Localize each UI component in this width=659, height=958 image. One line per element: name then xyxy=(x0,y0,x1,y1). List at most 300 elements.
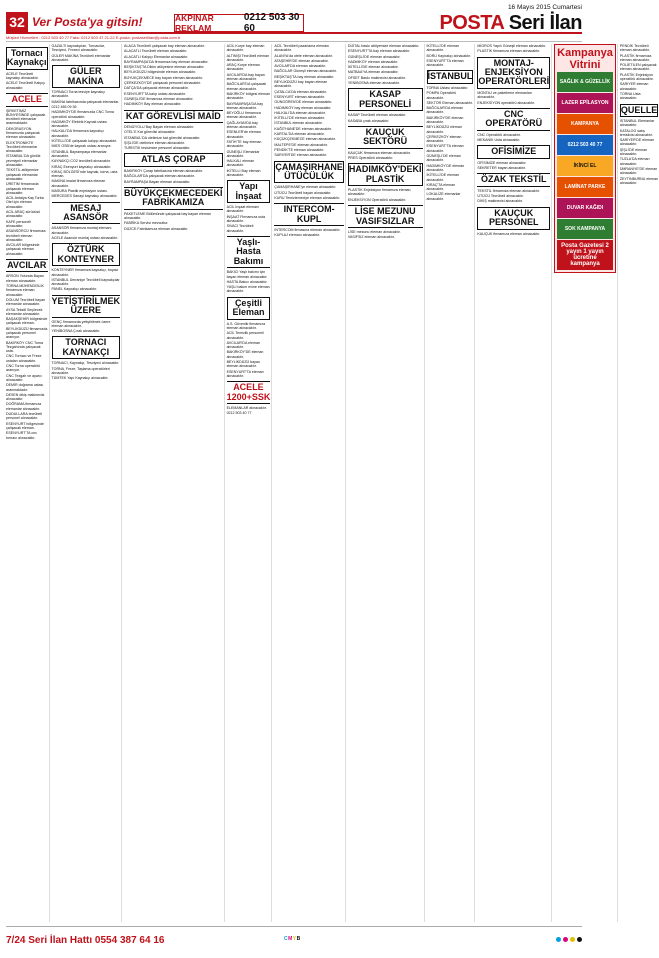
section-heading: MESAJ ASANSÖR xyxy=(52,202,121,225)
listing-entry: FATİH'TE bay eleman alınacaktır. xyxy=(226,139,262,149)
listing-entry: OFSET Baskı makinecisi alınacaktır. xyxy=(347,75,406,80)
section-heading: ÖZAK TEKSTİL xyxy=(477,173,550,186)
listing-entry: ESENLER'de eleman alınacaktır. xyxy=(226,130,261,139)
section-heading: ACELE 1200+SSK xyxy=(227,381,271,404)
listing-entry: PLASTİK Enjeksiyon operatörü alınacaktır. xyxy=(619,72,654,82)
listing-entry: İSTANBUL Ümraniye Tecrübeli kaynakçılar alınacaktır. xyxy=(51,277,120,287)
listing-group xyxy=(6,274,48,439)
listing-entry: TORNA Usta alınacaktır. xyxy=(619,91,641,101)
color-ad-footer: Posta Gazetesi 2 yayın 1 yayın ücretine kampanya xyxy=(557,240,613,270)
listing-entry: SARIYER eleman alınacaktır. xyxy=(619,82,649,91)
listing-entry: ŞİRKETİMİZ BÜNYESİNDE çalışacak tecrübeli elemanlar aranmaktadır. xyxy=(6,108,46,126)
listing-entry: ELEMANLAR alınacaktır. xyxy=(226,406,267,411)
listing-entry: ESENYURT eleman alınacaktır. xyxy=(274,94,325,99)
listing-entry: BEYOĞLU firmamıza eleman alınacaktır. xyxy=(226,111,261,120)
listing-entry: DOĞRAMA firmamıza elemanlar alınacaktır. xyxy=(6,402,42,411)
section-heading: QUELLE xyxy=(620,104,659,117)
section-heading: ACELE xyxy=(6,93,48,106)
listing-entry: ÇERKEZKÖY eleman alınacaktır. xyxy=(426,134,462,144)
listing-entry: POLİETİLEN çalışacak eleman alınacaktır. xyxy=(619,63,657,72)
listing-entry: HADIMKÖY Bay eleman alınacaktır. xyxy=(124,102,182,107)
listing-entry: İKİTELLİ'DE eleman alınacaktır. xyxy=(426,173,459,182)
listing-entry: AVCILAR'DA eleman alınacaktır. xyxy=(274,64,327,69)
listing-entry: DESEN dikiş makinecisi alınacaktır. xyxy=(6,392,45,402)
cmyb-c: C xyxy=(284,936,289,942)
listing-entry: TORNA, Freze, Taşlama operatörleri alınacaktır. xyxy=(51,366,110,375)
listing-entry: DİJİTAL baskı atölyemize eleman alınacaktır. xyxy=(347,44,420,48)
header-ad xyxy=(174,14,304,32)
registration-marks xyxy=(556,937,582,942)
listing-entry: ÜRETİM firmamızda çalışacak eleman alınacaktır. xyxy=(6,182,39,195)
color-ad-row: DUVAR KAĞIDI xyxy=(557,198,613,218)
listing-entry: HASTA Bakıcı alınacaktır. xyxy=(226,279,268,284)
listing-entry: PLASTİK firmamıza eleman alınacaktır. xyxy=(619,53,652,62)
color-ad-title: Kampanya Vitrini xyxy=(557,47,613,71)
listing-entry: ACELE Tecrübeli Kalıpçı alınacaktır. xyxy=(6,81,46,90)
listing-entry: ACİL Tecrübeli pazarlama elemanı alınacaktır. xyxy=(274,44,330,53)
section-heading: KAT GÖREVLİSİ MAİD xyxy=(124,110,223,123)
listing-entry: PENDİK Tecrübeli eleman alınacaktır. xyxy=(619,44,650,53)
listing-entry: AVCILAR'DA eleman alınacaktır. xyxy=(226,340,260,350)
listing-entry: BÜYÜKÇEKMECE bay bayan eleman alınacaktır. xyxy=(124,75,203,80)
contact-subline: Müşteri Hizmetleri : 0212 503 40 77 Faks: 0212 503 47 21-22 E-posta: postaseriilan@posta.com.tr xyxy=(6,35,582,42)
listing-entry: HALKALI eleman alınacaktır. xyxy=(226,159,255,168)
listing-entry: HADIMKÖY eleman alınacaktır. xyxy=(347,59,399,64)
column xyxy=(274,44,346,922)
listing-group xyxy=(274,185,344,200)
listing-entry: HADIMKÖY Elektrik Kaynak ustası alınacaktır. xyxy=(51,119,107,129)
listing-entry: BEYLİKDÜZÜ firmamızda çalışacak personel aranıyor. xyxy=(6,326,48,340)
listing-entry: İKİTELLİ'DE eleman alınacaktır. xyxy=(426,44,459,53)
listing-entry: TEKSTİL atölyemize çalışacak elemanlar alınacaktır. xyxy=(6,168,39,181)
listing-group xyxy=(227,406,271,416)
listing-entry: ATAŞEHİR'DE eleman alınacaktır. xyxy=(274,58,329,63)
listing-entry: A.S. Güvenlik firmamıza eleman alınacaktır. xyxy=(226,321,266,330)
section-heading: GÜLER MAKİNA xyxy=(52,65,121,88)
listing-entry: BAKIRKÖY'DE eleman alınacaktır. xyxy=(426,115,464,124)
listing-entry: ALTINİŞI Tecrübeli eleman alınacaktır. xyxy=(226,53,269,62)
listing-entry: İNŞAAT Firmamıza usta alınacaktır. xyxy=(226,214,265,224)
listing-entry: GÜNEŞLİ'DE eleman alınacaktır. xyxy=(347,54,401,59)
listing-entry: BAKICI Yaşlı bakımı için bayan eleman alınacaktır. xyxy=(226,270,268,279)
section-heading: BÜYÜKÇEKMECEDEKİ FABRİKAMIZA xyxy=(124,187,223,210)
listing-entry: ÜTÜCÜ Tecrübeli bayan alınacaktır. xyxy=(274,190,332,195)
cmyb-k: B xyxy=(296,936,301,942)
listing-entry: İSTANBUL eleman alınacaktır. xyxy=(274,121,323,126)
listing-entry: CNC Torna operatörü aranıyor. xyxy=(6,364,41,373)
masthead-posta: POSTA xyxy=(439,12,504,34)
listing-entry: DEMİR doğrama ustası aranmaktadır. xyxy=(6,383,44,392)
color-ad-row: SOK KAMPANYA xyxy=(557,219,613,239)
listing-group xyxy=(348,188,423,202)
listing-entry: BAKIRKÖY Çorap fabrikasına eleman alınacaktır. xyxy=(124,168,203,173)
listing-entry: MALTEPE'DE eleman alınacaktır. xyxy=(274,142,328,147)
listing-entry: DEKORASYON firmamızda çalışacak eleman alınacaktır. xyxy=(6,126,40,140)
slogan: Ver Posta'ya gitsin! xyxy=(32,15,143,29)
listing-entry: GÜNGÖREN'DE eleman alınacaktır. xyxy=(274,100,333,105)
section-heading: Yapı İnşaat xyxy=(227,180,271,203)
listing-group xyxy=(620,119,659,137)
listing-entry: ELEKTRONİKTE Tecrübeli elemanlar alınacaktır. xyxy=(6,140,38,154)
listing-group xyxy=(52,226,121,240)
listing-entry: ASANSÖRCÜ firmamıza tecrübeli eleman alınacaktır. xyxy=(6,229,46,242)
section-heading: İSTANBUL xyxy=(427,70,474,83)
listing-entry: YAŞLI bakım evine eleman alınacaktır. xyxy=(226,285,270,294)
listing-group xyxy=(52,268,121,291)
listing-entry: ESENYURT'TA eleman alınacaktır. xyxy=(426,144,464,153)
cmyb-m: M xyxy=(288,936,293,942)
listing-entry: İMES OSB'de kaynak ustası aranıyor. xyxy=(51,144,112,149)
listing-group xyxy=(348,113,423,123)
listing-entry: GÜNEŞLİ'DE firmamıza eleman alınacaktır. xyxy=(124,96,194,101)
listing-entry: BAKIRKÖY'DE eleman alınacaktır. xyxy=(226,350,264,359)
section-heading: KAUÇUK SEKTÖRÜ xyxy=(348,126,423,149)
listing-entry: İSTANBUL Elemanlar alınacaktır. xyxy=(619,119,655,128)
listing-entry: BAKIRKÖY bölgesi eleman alınacaktır. xyxy=(226,91,271,101)
listing-group xyxy=(348,151,423,161)
listing-entry: BORU Kaynakçı alınacaktır. xyxy=(426,53,472,58)
listing-entry: KATALOG satış temsilcisi alınacaktır. xyxy=(619,128,653,137)
listing-entry: PLASTİK Enjeksiyon firmamıza eleman alınacaktır. xyxy=(347,188,411,197)
listing-entry: ESENYURT'TA bay eleman alınacaktır. xyxy=(347,49,411,54)
column xyxy=(6,44,50,922)
listing-entry: FABRİKA Servisi mevcuttur. xyxy=(124,221,169,226)
listing-entry: BAYRAMPAŞA'DA bay eleman alınacaktır. xyxy=(226,101,264,110)
listing-group xyxy=(227,322,271,379)
listing-entry: İSTANBUL'DA otelimize kat görevlisi alınacaktır. xyxy=(124,135,201,140)
reg-dot-icon xyxy=(570,937,575,942)
listing-entry: TORNA Ustası alınacaktır. xyxy=(426,85,469,90)
listing-group xyxy=(477,161,550,171)
listing-entry: BAYRAMPAŞA'DA firmamıza bay eleman alınacaktır. xyxy=(124,59,209,64)
listing-entry: KUPLAJ elemanı alınacaktır. xyxy=(274,233,321,238)
listing-entry: ÇERKEZKÖY'DE çalışacak personel alınacaktır. xyxy=(124,81,202,86)
listing-entry: İKİTELLİ Bay eleman alınacaktır. xyxy=(226,168,261,178)
listing-entry: KURU Temizlemeciye eleman alınacaktır. xyxy=(274,196,341,200)
section-heading: ATLAS ÇORAP xyxy=(124,153,223,166)
reg-dot-icon xyxy=(556,937,561,942)
listing-entry: MERCEDES Sanayi kaynakçı alınacaktır. xyxy=(51,194,118,199)
listing-entry: KAĞITHANE'DE eleman alınacaktır. xyxy=(274,126,332,131)
listing-entry: KONTEYNER firmamıza kaynakçı, boyacı alınacaktır. xyxy=(51,268,119,277)
listing-entry: ENJEKSİYON operatörü alınacaktır. xyxy=(477,100,535,105)
masthead-seri-ilan: Seri İlan xyxy=(508,12,582,34)
section-heading: YETİŞTİRİLMEK ÜZERE xyxy=(52,295,121,318)
listing-entry: LOKALİZE elemanlar alınacaktır. xyxy=(426,192,461,201)
section-heading: KAUÇUK PERSONEL xyxy=(477,207,550,230)
listing-entry: PAKETLEME Bölümünde çalışacak bay bayan eleman alınacaktır. xyxy=(124,211,211,220)
listing-entry: PRES Operatörü alınacaktır. xyxy=(347,156,394,161)
section-heading: ÇAMAŞIRHANE ÜTÜCÜLÜK xyxy=(274,161,344,184)
listing-entry: HADIMKÖY bay eleman alınacaktır. xyxy=(274,105,332,110)
listing-entry: DİKİŞ makinecisi alınacaktır. xyxy=(477,199,523,204)
listing-entry: ESENYURT'TA kalıp ustası alınacaktır. xyxy=(124,91,186,96)
listing-group xyxy=(52,90,121,109)
listing-group xyxy=(52,361,121,380)
listing-entry: KAUÇUK firmamıza eleman alınacaktır. xyxy=(477,231,541,236)
listing-entry: TORNA MÜHENDİSLİK firmamıza eleman alınacaktır. xyxy=(6,284,44,297)
listing-entry: ACİL Kurye bay eleman alınacaktır. xyxy=(226,44,265,53)
listing-entry: AVCILAR bölgesinde çalışacak eleman alınacaktır. xyxy=(6,243,40,256)
section-heading: TORNACI KAYNAKÇI xyxy=(52,336,121,359)
listing-group xyxy=(274,228,344,238)
listing-group xyxy=(124,44,223,107)
listing-entry: DOLUM Tecrübeli bayan elemanlar alınacaktır. xyxy=(6,297,46,307)
listing-entry: GÜNEŞLİ'DE eleman alınacaktır. xyxy=(426,154,461,163)
column xyxy=(124,44,225,922)
listing-entry: SEKTÖR Eleman alınacaktır. xyxy=(426,100,473,105)
listing-entry: TÜMTEK Yapı Kaynakçı alınacaktır. xyxy=(51,376,109,381)
listing-entry: ACİL Antalya Kaş Torba Otel için eleman alınacaktır. xyxy=(6,196,44,209)
listing-entry: BAĞCILAR'DA çalışacak eleman alınacaktır. xyxy=(124,174,195,179)
listing-entry: HALKALI'DA eleman alınacaktır. xyxy=(274,110,326,115)
listing-entry: PENDİK'TE eleman alınacaktır. xyxy=(274,147,325,152)
listing-entry: BEŞİKTAŞ'TA bay eleman alınacaktır. xyxy=(274,74,335,79)
listing-entry: AYSA Tekstil Seçilecek elemanlar alınacaktır. xyxy=(6,307,43,316)
listing-group xyxy=(477,189,550,204)
color-ad-row: LAMİNAT PARKE xyxy=(557,177,613,197)
listing-entry: KAYNAKÇI CO2 tecrübeli alınacaktır. xyxy=(51,159,111,164)
listing-entry: HALKALI'DA firmamıza kaynakçı alınacaktır. xyxy=(51,129,104,138)
listing-entry: ŞİŞLİ'DE eleman alınacaktır. xyxy=(619,147,648,157)
listing-entry: KIRAÇ'TA eleman alınacaktır. xyxy=(426,182,456,192)
column xyxy=(52,44,123,922)
listing-entry: ENJEKSİYON Operatörü alınacaktır. xyxy=(347,197,407,202)
listing-entry: TUZLA'DA eleman alınacaktır. xyxy=(619,157,650,166)
classified-columns xyxy=(6,44,659,922)
listing-entry: BEYLİKDÜZÜ bay bayan eleman alınacaktır. xyxy=(274,80,328,89)
listing-entry: VASIFSIZ eleman alınacaktır. xyxy=(347,235,395,240)
listing-entry: KÜÇÜKÇEKMECE eleman alınacaktır. xyxy=(274,137,336,142)
listing-entry: SARIYER'DE eleman alınacaktır. xyxy=(619,138,655,147)
listing-group xyxy=(124,125,223,150)
listing-entry: CNC Operatörü alınacaktır. xyxy=(477,132,521,137)
listing-entry: ÜMRANİYE'DE eleman alınacaktır. xyxy=(619,166,658,176)
header-ad-phone: 0212 503 30 60 xyxy=(243,12,300,34)
color-ad-row: SAĞLIK & GÜZELLİK xyxy=(557,72,613,92)
listing-group xyxy=(477,91,550,105)
header-ad-text: AKPINAR REKLAM xyxy=(175,13,214,33)
listing-entry: SEKRETER bayan alınacaktır. xyxy=(477,166,526,170)
listing-entry: İSTANBUL'DA günlük yevmiyeli elemanlar alınacaktır. xyxy=(6,154,41,168)
listing-entry: YENİBOSNA eleman alınacaktır. xyxy=(347,81,400,86)
color-ad-row: LAZER EPİLASYON xyxy=(557,93,613,113)
reg-dot-icon xyxy=(577,937,582,942)
listing-entry: ŞİŞLİ'DE otelimize eleman alınacaktır. xyxy=(124,140,185,145)
listing-entry: MONTAJ ve paketleme elemanları alınacaktır. xyxy=(477,90,533,100)
column xyxy=(227,44,273,922)
column xyxy=(477,44,552,922)
listing-entry: ESENYURT'TA eleman alınacaktır. xyxy=(226,369,264,378)
page-number: 32 xyxy=(6,12,28,32)
color-ad xyxy=(554,44,616,273)
listing-entry: TORNACI Torna tesviye kaynakçı alınacaktır. xyxy=(51,90,105,99)
listing-entry: MASURA Plastik enjeksiyon ustası. xyxy=(51,189,108,193)
listing-entry: GÜNEŞLİ Elemanlar alınacaktır. xyxy=(226,149,260,158)
listing-entry: MAKİNA imalat firmamıza eleman alınacaktır. xyxy=(51,179,106,188)
listing-entry: KIRAÇ Esenyurt kaynakçı alınacaktır. xyxy=(51,164,112,169)
listing-group xyxy=(427,86,474,105)
section-heading: AVCILAR xyxy=(6,259,48,272)
listing-group xyxy=(124,169,223,184)
listing-entry: ALANYA'da otele eleman alınacaktır. xyxy=(274,53,333,58)
listing-entry: İKİTELLİ'DE çalışacak kalıpçı alınacaktır. xyxy=(51,139,117,144)
listing-entry: BAŞAKŞEHİR bölgesinde çalışacak eleman. xyxy=(6,317,48,326)
listing-group xyxy=(52,320,121,334)
listing-entry: 0212 503 40 77 xyxy=(226,411,252,416)
listing-group xyxy=(6,109,48,257)
listing-group xyxy=(227,205,271,233)
listing-entry: INTERCOM firmasına eleman alınacaktır. xyxy=(274,228,341,233)
listing-entry: ÜTÜCÜ Tecrübeli alınacaktır. xyxy=(477,194,524,199)
listing-entry: GÜLER MAKİNA Tecrübeli elemanlar alınacaktır. xyxy=(51,53,111,62)
listing-entry: KIRAÇ BÖLGESİ'nde kaynak, torna, usta eleman. xyxy=(51,169,118,179)
listing-entry: DÜZCE Fabrikamıza eleman alınacaktır. xyxy=(124,226,189,231)
listing-entry: ZEYTİNBURNU eleman alınacaktır. xyxy=(619,176,659,185)
section-heading: Yaşlı-Hasta Bakımı xyxy=(227,236,271,268)
listing-entry: HADIMKÖY'DE eleman alınacaktır. xyxy=(426,163,465,172)
listing-entry: ARAÇ Kurye eleman alınacaktır. xyxy=(226,63,260,72)
listing-group xyxy=(477,44,550,54)
listing-entry: ACİL Temizlik personeli alınacaktır. xyxy=(226,331,264,340)
listing-entry: ACELE Tecrübeli kaynakçı alınacaktır. xyxy=(6,71,39,81)
section-heading: HADIMKÖY'DEKİ PLASTİK xyxy=(348,163,423,186)
hotline: 7/24 Seri İlan Hattı 0554 387 64 16 xyxy=(6,935,165,946)
listing-entry: SIVACI Tecrübeli alınacaktır. xyxy=(226,224,254,233)
listing-entry: ALACATLI Tecrübeli eleman alınacaktır. xyxy=(124,49,188,54)
listing-entry: İKİTELLİ'DE eleman alınacaktır. xyxy=(347,65,399,70)
cmyb-y: Y xyxy=(292,936,297,942)
listing-group xyxy=(477,232,550,236)
listing-group xyxy=(227,270,271,293)
listing-entry: İSTANBUL Bayrampaşa elemanlar alınacaktır. xyxy=(51,149,107,158)
listing-group xyxy=(427,44,474,67)
listing-entry: ESENYURT'TA cnc tornacı alınacaktır. xyxy=(6,431,37,440)
listing-entry: BAĞCILAR'DA eleman alınacaktır. xyxy=(426,106,463,115)
page-footer xyxy=(6,926,582,948)
listing-group xyxy=(52,110,121,198)
section-heading: INTERCOM-KUPL xyxy=(274,203,344,226)
listing-group xyxy=(620,44,659,101)
listing-entry: KASABA çırak alınacaktır. xyxy=(347,118,390,123)
listing-entry: TURİSTİK tesisimize personel alınacaktır. xyxy=(124,146,191,151)
section-heading: CNC OPERATÖRÜ xyxy=(477,108,550,131)
color-ad-row: İKİNCİ EL xyxy=(557,156,613,176)
section-heading: MONTAJ-ENJEKSİYON OPERATÖRLERİ xyxy=(477,57,550,89)
listing-entry: PANEL Kaynakçı alınacaktır. xyxy=(51,287,98,292)
listing-entry: ESENYURT'TA eleman alınacaktır. xyxy=(426,58,464,68)
listing-entry: DUDULLARA tecrübeli personel alınacaktır. xyxy=(6,412,43,421)
section-heading: ÖZTÜRK KONTEYNER xyxy=(52,243,121,266)
listing-entry: POMPA Operatörü alınacaktır. xyxy=(426,91,457,100)
listing-entry: BEŞİKTAŞ'TA Dikim atölyesine eleman alınacaktır. xyxy=(124,65,205,70)
listing-entry: CNC Tezgah ve ayarcı alınacaktır. xyxy=(6,373,42,382)
listing-entry: MATBAA'YA eleman alınacaktır. xyxy=(347,70,399,75)
section-heading: KASAP PERSONELİ xyxy=(348,88,423,111)
listing-entry: BAKIRKÖY CNC Torna Tezgahında çalışacak usta. xyxy=(6,340,44,354)
listing-entry: HADIMKÖY'DE firmamızda CNC Torna operatörü alınacaktır. xyxy=(51,110,114,119)
column xyxy=(348,44,425,922)
listing-entry: LİSE mezunu eleman alınacaktır. xyxy=(347,229,401,234)
listing-entry: OTEL'E Kat görevlisi alınacaktır. xyxy=(124,130,176,135)
listing-entry: OFİSİMİZE eleman alınacaktır. xyxy=(477,160,527,165)
listing-entry: İKİTELLİ'DE eleman alınacaktır. xyxy=(274,116,326,121)
listing-entry: ÇAMAŞIRHANE'ye eleman alınacaktır. xyxy=(274,185,337,190)
listing-group xyxy=(427,106,474,201)
listing-entry: TEKSTİL firmamıza eleman alınacaktır. xyxy=(477,188,540,193)
listing-entry: SARIYER'DE eleman alınacaktır. xyxy=(274,153,327,158)
listing-entry: ÇATALCA'DA eleman alınacaktır. xyxy=(274,89,328,94)
listing-entry: ASANSÖR firmamıza montaj elemanı alınacaktır. xyxy=(51,226,112,235)
listing-entry: ALACATLI Kalıpçı Elemanlar alınacaktır. xyxy=(124,54,189,59)
listing-entry: GENÇ firmamızda yetiştirilmek üzere eleman alınacaktır. xyxy=(51,319,111,328)
listing-entry: BEYLİKDÜZÜ eleman alınacaktır. xyxy=(426,125,462,134)
listing-entry: ARSON Yolunda Bayan eleman alınacaktır. xyxy=(6,274,44,283)
listing-entry: DATÇA'DA çalışacak eleman alınacaktır. xyxy=(124,86,189,91)
listing-entry: ACİL İnşaat elemanı alınacaktır. xyxy=(226,205,259,214)
listing-entry: MİGROS Yapılı Güneşli eleman alınacaktır. xyxy=(477,44,547,48)
listing-entry: YENİBOSNA Çırak alınacaktır. xyxy=(51,329,101,334)
listing-entry: TORNACI, Kaynakçı, Tesviyeci alınacaktır. xyxy=(51,361,120,366)
listing-group xyxy=(227,44,271,177)
listing-entry: GAZALTI kaynakçıları, Tornacılar, Tesviyeci, Frezeci alınacaktır. xyxy=(51,44,105,53)
listing-entry: MAKİNA fabrikasında çalışacak elemanlar. xyxy=(51,99,120,104)
listing-entry: CNC Tornacı ve Freze ustaları alınacaktır. xyxy=(6,354,42,363)
listing-entry: ESENYURT bölgesinde çalışacak eleman. xyxy=(6,421,44,430)
reg-dot-icon xyxy=(563,937,568,942)
listing-entry: BAĞCILAR Güneşli eleman alınacaktır. xyxy=(274,69,337,74)
listing-group xyxy=(348,230,423,240)
listing-entry: BAĞCILAR'DA çalışacak eleman alınacaktır. xyxy=(226,82,267,91)
listing-entry: ACELE Asansör montaj ustası alınacaktır. xyxy=(51,236,119,241)
masthead xyxy=(439,12,582,35)
color-ad-row: KAMPANYA xyxy=(557,114,613,134)
listing-entry: KASAP Tecrübeli eleman alınacaktır. xyxy=(347,113,407,118)
listing-entry: MEKANİK Usta alınacaktır. xyxy=(477,137,521,142)
listing-group xyxy=(620,138,659,185)
listing-group xyxy=(348,44,423,85)
listing-entry: ACİL ARAÇ sürücüsü alınacaktır. xyxy=(6,210,41,219)
listing-entry: KAUÇUK firmamıza eleman alınacaktır. xyxy=(347,150,411,155)
section-heading: LİSE MEZUNU VASIFSIZLAR xyxy=(348,205,423,228)
issue-date: 16 Mayıs 2015 Cumartesi xyxy=(507,4,582,11)
listing-entry: BEYLİKDÜZÜ bayan eleman alınacaktır. xyxy=(226,360,260,369)
listing-group xyxy=(477,133,550,143)
column xyxy=(427,44,476,922)
section-heading: OFİSİMİZE xyxy=(477,145,550,158)
listing-entry: BAYRAMPAŞA Bayan eleman alınacaktır. xyxy=(124,179,191,184)
color-ad-row: 0212 503 40 77 xyxy=(557,135,613,155)
column xyxy=(620,44,659,922)
listing-group xyxy=(124,212,223,231)
listing-entry: KAFE personeli alınacaktır. xyxy=(6,219,31,228)
page-header xyxy=(6,12,582,34)
color-marks xyxy=(284,936,301,942)
listing-entry: KARTAL'DA eleman alınacaktır. xyxy=(274,132,325,137)
listing-entry: BEYLİKDÜZÜ bölgesinde eleman alınacaktır. xyxy=(124,70,197,75)
color-ad-column xyxy=(554,44,618,922)
listing-group xyxy=(6,72,48,90)
listing-entry: PLASTİK firmamıza eleman alınacaktır. xyxy=(477,49,541,54)
listing-entry: 0212 485 09 36 xyxy=(51,104,77,109)
listing-entry: ALACA Tecrübeli çalışacak bay eleman alınacaktır. xyxy=(124,44,205,48)
listing-entry: DENİZYOLU Bay Bayan eleman alınacaktır. xyxy=(124,125,195,129)
section-heading: Tornacı Kaynakçı xyxy=(6,47,48,70)
listing-entry: AVCILAR'DA bay bayan eleman alınacaktır. xyxy=(226,72,265,82)
section-heading: Çeşitli Eleman xyxy=(227,297,271,320)
listing-group xyxy=(52,44,121,62)
listing-entry: ÇAĞLAYAN'DA bay eleman alınacaktır. xyxy=(226,120,258,130)
